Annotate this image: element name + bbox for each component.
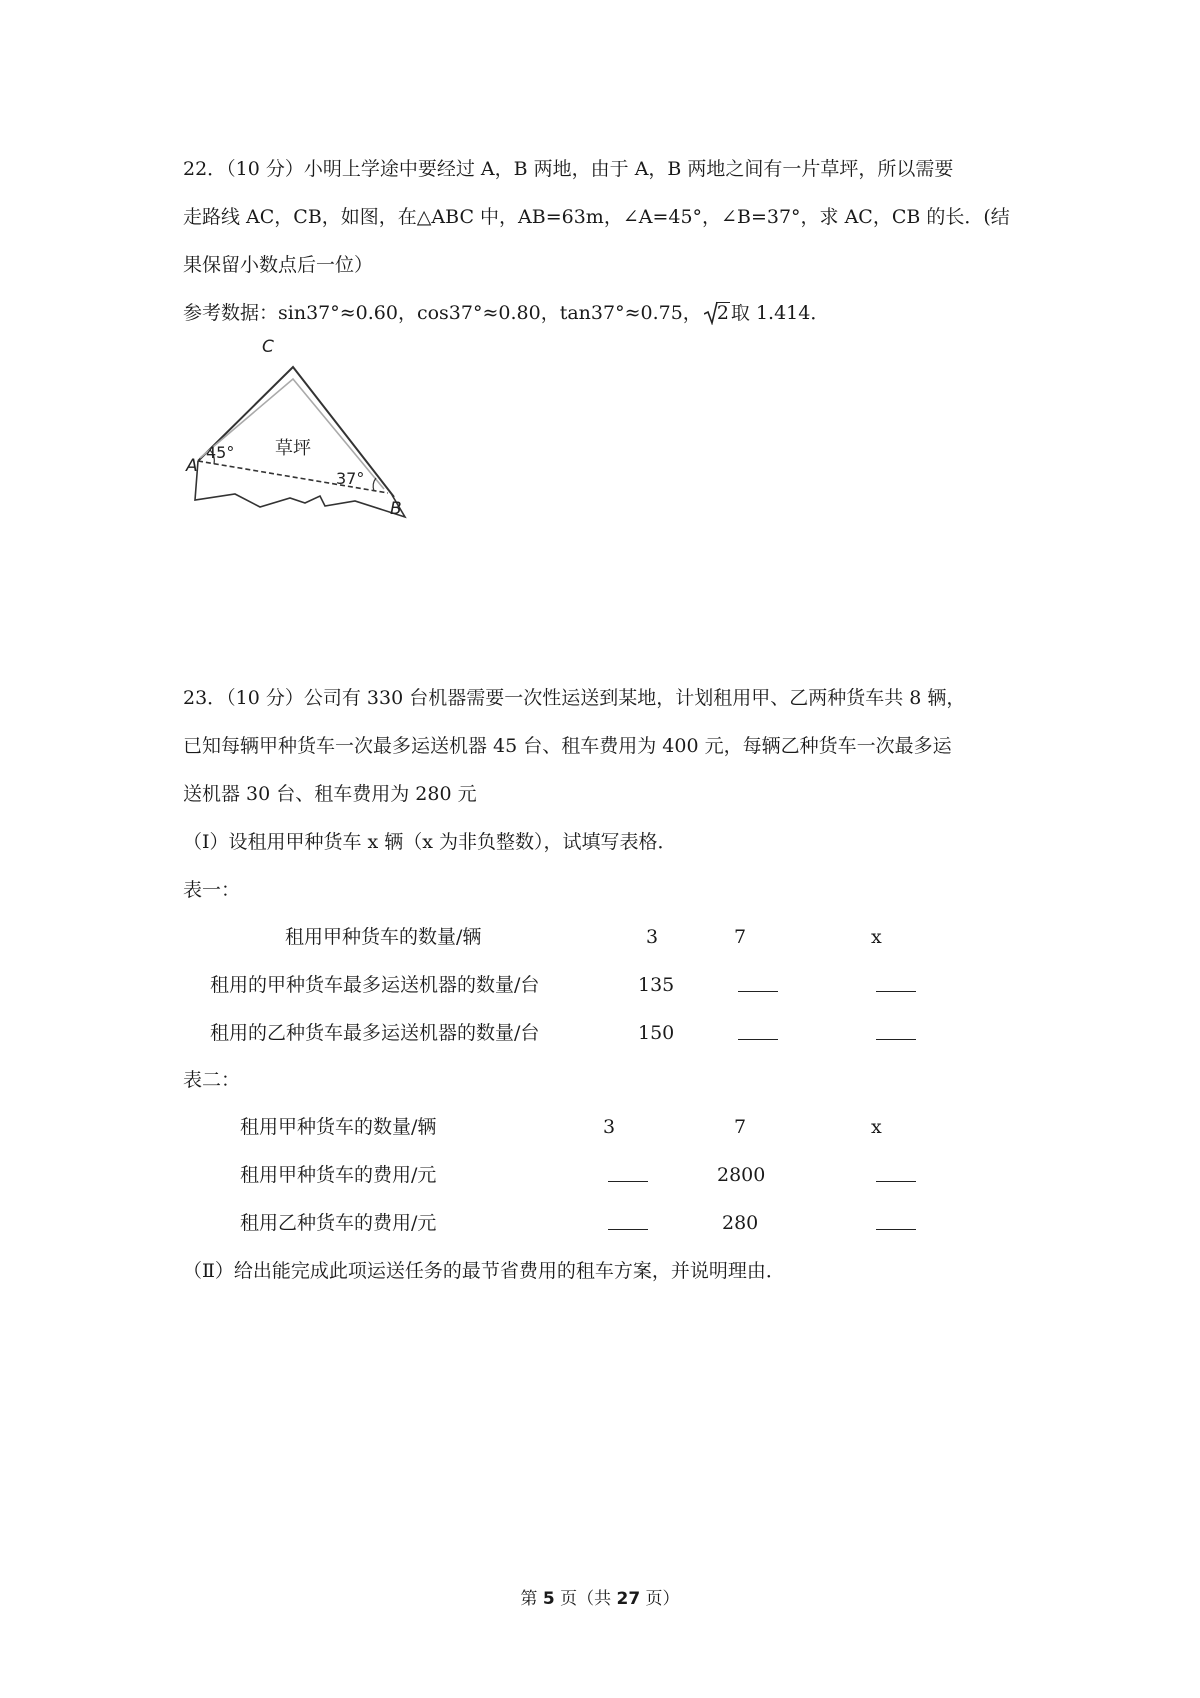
table2-row3-col2: 280 — [722, 1212, 759, 1234]
table2-row3-label: 租用乙种货车的费用/元 — [240, 1212, 437, 1234]
table2-row2-label: 租用甲种货车的费用/元 — [240, 1164, 437, 1186]
table1-title: 表一： — [183, 879, 241, 901]
table1-row2-col1: 135 — [638, 974, 675, 996]
q22-line-3: 果保留小数点后一位） — [183, 254, 374, 276]
q22-reference-data — [183, 301, 829, 325]
reference-suffix: 取 1.414． — [730, 302, 830, 324]
table1-row3-col3-blank — [876, 1021, 916, 1046]
table2-row2-col2: 2800 — [717, 1164, 766, 1186]
q22-line-1: 22．（10 分）小明上学途中要经过 A，B 两地，由于 A，B 两地之间有一片草坪，所以需要 — [183, 158, 954, 180]
vertex-label-c: C — [262, 337, 274, 357]
table2-row1-col2: 7 — [734, 1116, 747, 1138]
table2-row1-col1: 3 — [603, 1116, 616, 1138]
q23-line-2: 已知每辆甲种货车一次最多运送机器 45 台、租车费用为 400 元，每辆乙种货车一次最多运 — [183, 735, 952, 757]
q23-line-1: 23．（10 分）公司有 330 台机器需要一次性运送到某地，计划租用甲、乙两种货车共 8 辆， — [183, 687, 966, 709]
footer-total-pages: 27 — [616, 1589, 641, 1609]
q23-part-1: （Ⅰ）设租用甲种货车 x 辆（x 为非负整数），试填写表格． — [183, 831, 677, 853]
table1-row1-col1: 3 — [646, 926, 659, 948]
q23-part-2: （Ⅱ）给出能完成此项运送任务的最节省费用的租车方案，并说明理由． — [183, 1260, 785, 1282]
angle-a-label: 45° — [206, 443, 235, 462]
table1-row2-col3-blank — [876, 973, 916, 998]
sqrt-symbol — [704, 301, 730, 325]
table2-row2-col3-blank — [876, 1163, 916, 1188]
angle-b-label: 37° — [336, 469, 365, 488]
footer-prefix: 第 — [520, 1589, 543, 1609]
vertex-label-a: A — [186, 456, 198, 476]
vertex-label-b: B — [390, 499, 402, 519]
table1-row3-col1: 150 — [638, 1022, 675, 1044]
table2-title: 表二： — [183, 1069, 241, 1091]
reference-prefix: 参考数据：sin37°≈0.60，cos37°≈0.80，tan37°≈0.75， — [183, 302, 702, 324]
sqrt-radicand: 2 — [716, 302, 729, 324]
table1-row1-label: 租用甲种货车的数量/辆 — [285, 926, 482, 948]
table2-row1-label: 租用甲种货车的数量/辆 — [240, 1116, 437, 1138]
table2-row3-col1-blank — [608, 1211, 648, 1236]
table1-row3-col2-blank — [738, 1021, 778, 1046]
lawn-label: 草坪 — [275, 438, 311, 459]
table2-row3-col3-blank — [876, 1211, 916, 1236]
table1-row2-col2-blank — [738, 973, 778, 998]
table1-row3-label: 租用的乙种货车最多运送机器的数量/台 — [210, 1022, 540, 1044]
q23-line-3: 送机器 30 台、租车费用为 280 元 — [183, 783, 477, 805]
footer-page-number: 5 — [542, 1589, 555, 1609]
q22-line-2: 走路线 AC，CB，如图，在△ABC 中，AB=63m，∠A=45°，∠B=37°，求 AC，CB 的长．(结 — [183, 206, 1010, 228]
table2-row1-col3: x — [871, 1116, 882, 1138]
table1-row1-col3: x — [871, 926, 882, 948]
table1-row2-label: 租用的甲种货车最多运送机器的数量/台 — [210, 974, 540, 996]
footer-suffix: 页） — [640, 1589, 680, 1609]
triangle-figure — [180, 336, 440, 531]
footer-middle: 页（共 — [554, 1589, 617, 1609]
page-footer — [0, 1584, 1200, 1609]
table2-row2-col1-blank — [608, 1163, 648, 1188]
table1-row1-col2: 7 — [734, 926, 747, 948]
